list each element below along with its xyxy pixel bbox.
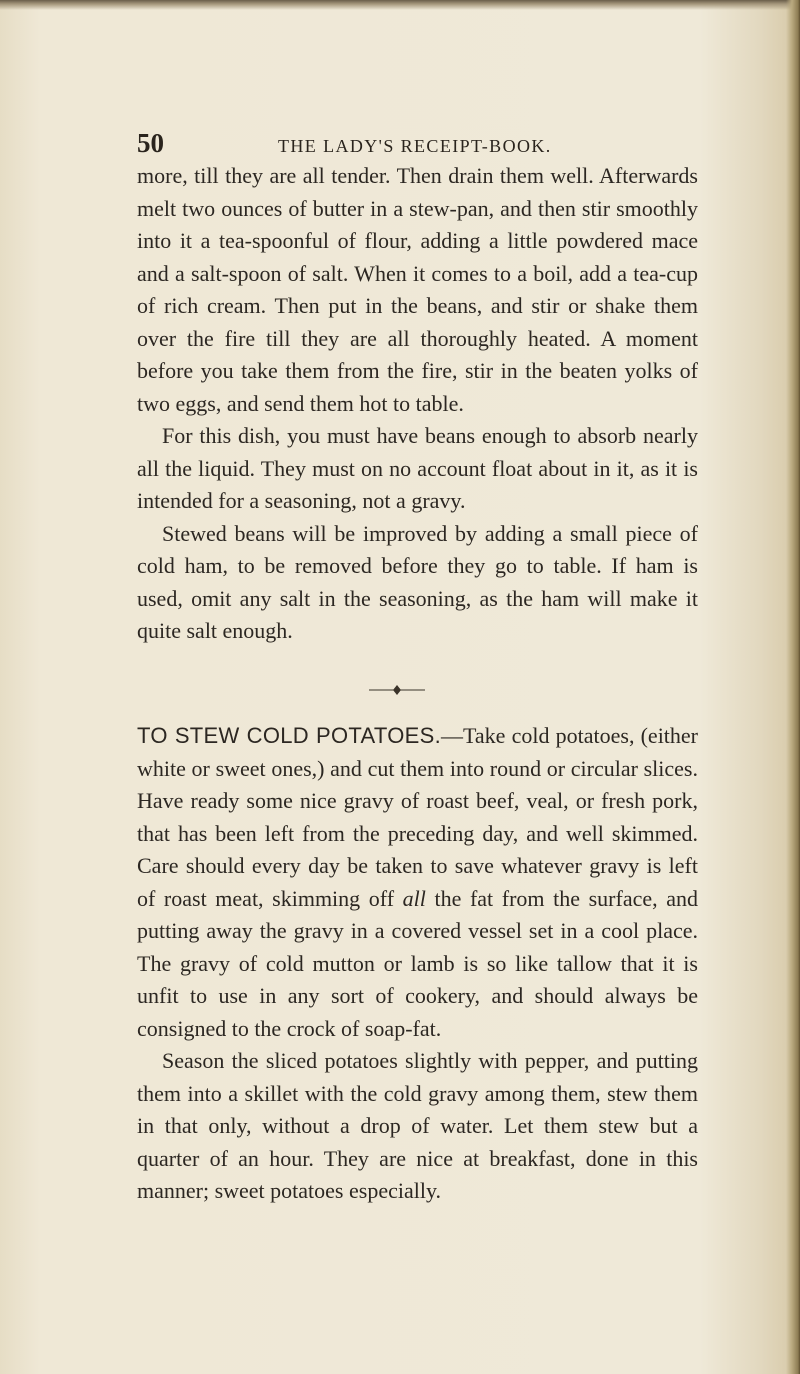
- separator-diamond-icon: [393, 685, 401, 695]
- running-head: THE LADY'S RECEIPT-BOOK.: [278, 136, 552, 156]
- page-top-shadow: [0, 0, 800, 10]
- section-separator: [367, 684, 427, 696]
- recipe-text: the fat from the surface, and putting away the gravy in a covered vessel set in a cool place. The gravy of cold mutton or lamb is so like tallow that it is unfit to use in any sort of cookery, and should always be consigned to the crock of soap-fat.: [137, 885, 698, 1041]
- recipe-text: —Take cold potatoes, (either white or sweet ones,) and cut them into round or circular slices. Have ready some nice gravy of roast beef, veal, or fresh pork, that has been left from the preceding day, and well skimmed. Care should every day be taken to save whatever gravy is left of roast meat, skimming off: [137, 723, 699, 911]
- paragraph: For this dish, you must have beans enough to absorb nearly all the liquid. They must on no account float about in it, as it is intended for a seasoning, not a gravy.: [137, 423, 698, 513]
- stewed-beans-continuation: [137, 160, 698, 648]
- page-header: [137, 128, 697, 164]
- stew-cold-potatoes-recipe: [137, 720, 698, 1208]
- paragraph: more, till they are all tender. Then drain them well. Afterwards melt two ounces of butter in a stew-pan, and then stir smoothly into it a tea-spoonful of flour, adding a little powdered mace and a salt-spoon of salt. When it comes to a boil, add a tea-cup of rich cream. Then put in the beans, and stir or shake them over the fire till they are all thoroughly heated. A moment before you take them from the fire, stir in the beaten yolks of two eggs, and send them hot to table.: [137, 163, 698, 416]
- emphasis-text: all: [402, 885, 426, 911]
- page-number: 50: [137, 128, 164, 158]
- paragraph: Stewed beans will be improved by adding a small piece of cold ham, to be removed before they go to table. If ham is used, omit any salt in the seasoning, as the ham will make it quite salt enough.: [137, 520, 698, 643]
- recipe-title: TO STEW COLD POTATOES.: [137, 723, 441, 748]
- page-binding-edge: [786, 0, 800, 1374]
- recipe-paragraph: [137, 720, 698, 1045]
- paragraph: Season the sliced potatoes slightly with pepper, and putting them into a skillet with the cold gravy among them, stew them in that only, without a drop of water. Let them stew but a quarter of an hour. They are nice at breakfast, done in this manner; sweet potatoes especially.: [137, 1048, 698, 1203]
